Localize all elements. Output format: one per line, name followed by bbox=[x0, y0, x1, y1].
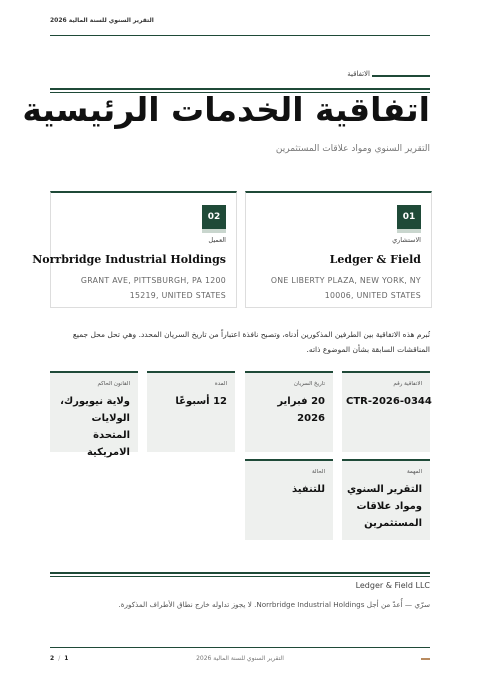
party-role: العميل bbox=[208, 236, 226, 244]
page-footer-divider bbox=[50, 647, 430, 648]
party-card-consultant bbox=[245, 191, 432, 308]
running-header-title: التقرير السنوي للسنة المالية 2026 bbox=[50, 17, 154, 24]
field-label: تاريخ السريان bbox=[293, 381, 325, 387]
page-number: 2 / 1 bbox=[50, 655, 69, 662]
firm-name: Ledger & Field LLC bbox=[355, 581, 430, 590]
field-effective-date bbox=[245, 371, 333, 452]
field-label: القانون الحاكم bbox=[97, 381, 130, 387]
intro-paragraph: تُبرم هذه الاتفاقية بين الطرفين المذكورين أدناه، وتصبح نافذة اعتباراً من تاريخ السريان المحدد. وهي تحل محل جميع المناقشات السابقة بشأن الموضوع ذاته. bbox=[72, 330, 430, 354]
field-agreement-number bbox=[342, 371, 430, 452]
document-subtitle: التقرير السنوي ومواد علاقات المستثمرين bbox=[275, 144, 430, 154]
header-divider bbox=[50, 35, 430, 36]
field-engagement bbox=[342, 459, 430, 540]
eyebrow bbox=[310, 70, 430, 80]
field-value: للتنفيذ bbox=[291, 484, 325, 495]
running-header bbox=[50, 17, 430, 29]
eyebrow-line bbox=[372, 75, 430, 77]
party-number-badge: 02 bbox=[202, 205, 226, 229]
field-value: CTR-2026-0344 bbox=[346, 396, 432, 407]
field-value: 20 فبراير 2026 bbox=[277, 396, 325, 424]
field-value: التقرير السنوي ومواد علاقات المستثمرين bbox=[346, 484, 422, 529]
accent-marker bbox=[421, 658, 430, 660]
footer-rule-thin bbox=[50, 576, 430, 577]
field-duration bbox=[147, 371, 235, 452]
party-address: ONE LIBERTY PLAZA, NEW YORK, NY 10006, UNITED STATES bbox=[270, 276, 421, 300]
field-governing-law bbox=[50, 371, 138, 458]
field-value: ولاية نيويورك، الولايات المتحدة الامريكية bbox=[60, 396, 130, 458]
document-title: اتفاقية الخدمات الرئيسية bbox=[22, 90, 430, 129]
field-label: الحالة bbox=[311, 469, 325, 475]
party-role: الاستشاري bbox=[392, 236, 421, 244]
page-total: 2 bbox=[50, 655, 55, 662]
field-label: الاتفاقية رقم bbox=[393, 381, 422, 387]
field-label: المدة bbox=[214, 381, 227, 387]
party-name: Norrbridge Industrial Holdings bbox=[32, 253, 226, 266]
field-label: المهمة bbox=[406, 469, 422, 475]
party-number-badge: 01 bbox=[397, 205, 421, 229]
field-status bbox=[245, 459, 333, 540]
party-card-client bbox=[32, 191, 237, 308]
confidentiality-notice: سرّي — أُعدّ من أجل Norrbridge Industrial Holdings. لا يجوز تداوله خارج نطاق الأطراف المذكورة. bbox=[118, 600, 430, 609]
party-name: Ledger & Field bbox=[329, 253, 421, 266]
page-current: 1 bbox=[64, 655, 69, 662]
eyebrow-label: الاتفاقية bbox=[347, 70, 370, 78]
field-value: 12 أسبوعًا bbox=[175, 396, 227, 407]
party-address: GRANT AVE, PITTSBURGH, PA 1200 15219, UNITED STATES bbox=[80, 276, 226, 300]
footer-rule bbox=[50, 572, 430, 574]
page-footer-title: التقرير السنوي للسنة المالية 2026 bbox=[196, 655, 284, 662]
